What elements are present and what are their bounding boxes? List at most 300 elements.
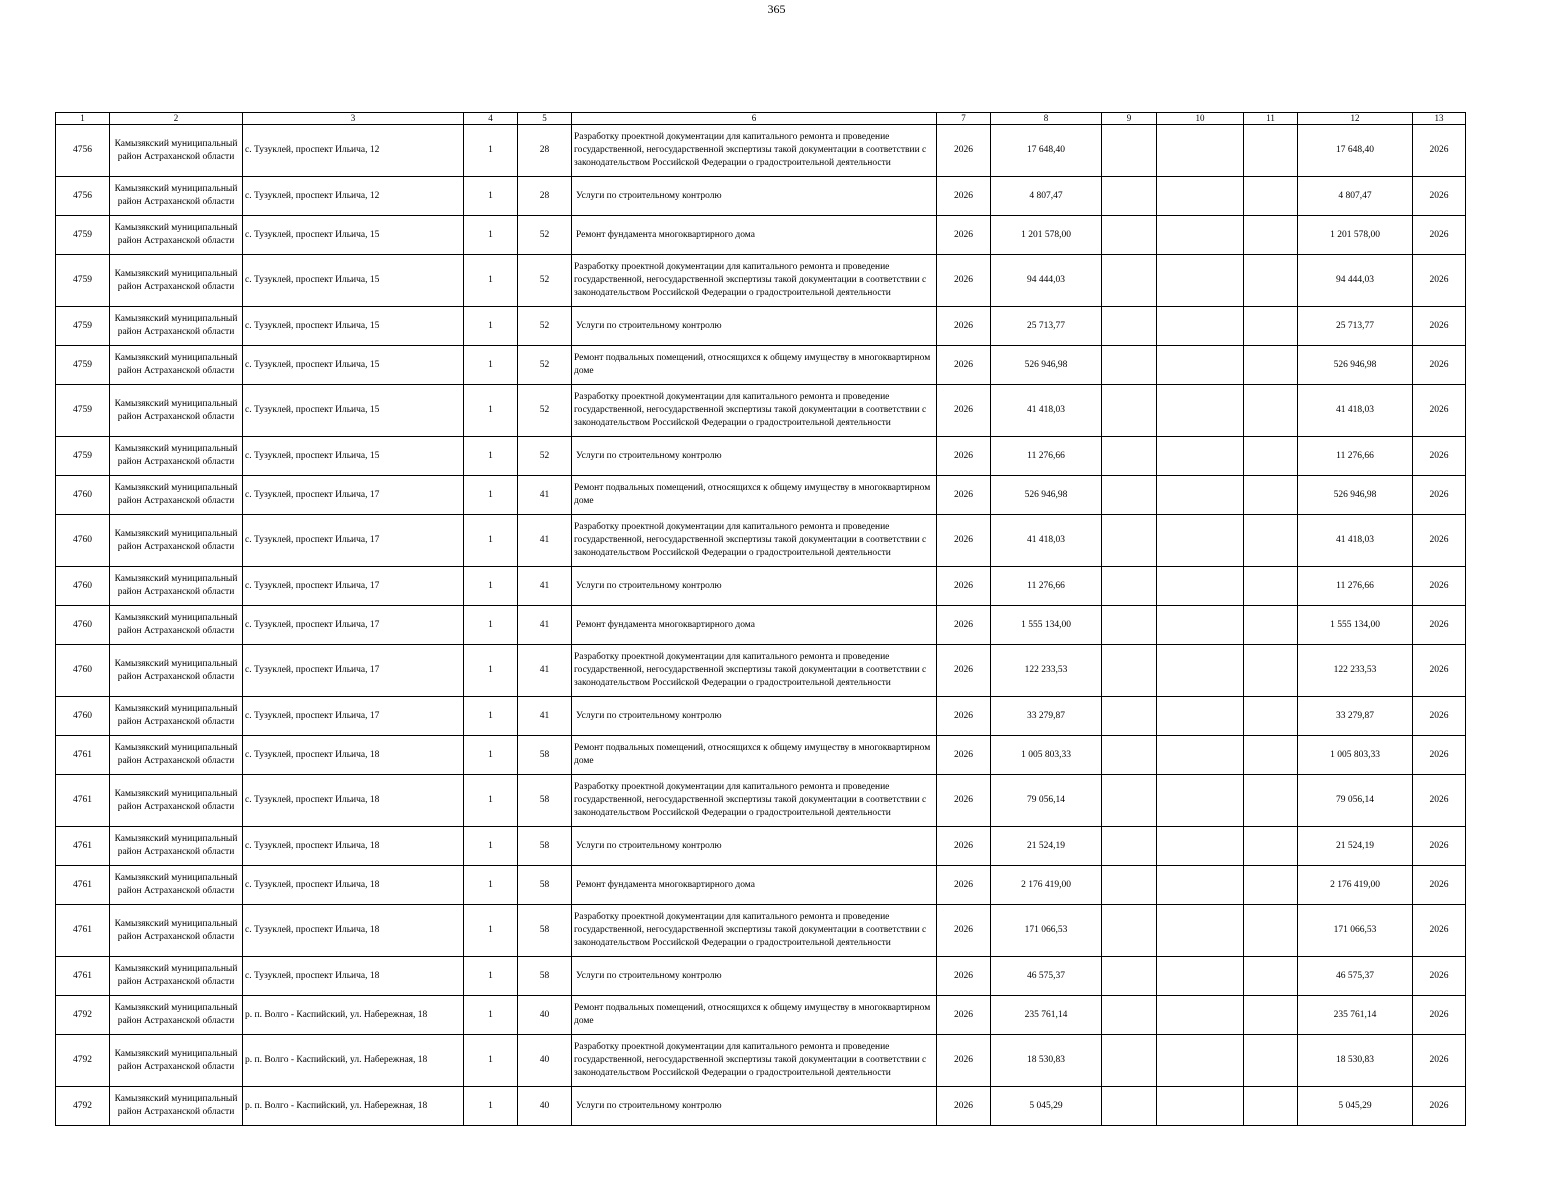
col11-cell <box>1244 775 1298 827</box>
col10-cell <box>1157 606 1244 645</box>
district-cell: Камызякский муниципальный район Астраханской области <box>110 385 243 437</box>
col9-cell <box>1102 216 1157 255</box>
col5-cell: 41 <box>518 645 572 697</box>
col4-cell: 1 <box>464 346 518 385</box>
object-id-cell: 4760 <box>56 697 110 736</box>
col11-cell <box>1244 905 1298 957</box>
col4-cell: 1 <box>464 1035 518 1087</box>
completion-year-cell: 2026 <box>1413 346 1466 385</box>
cost-cell: 25 713,77 <box>991 307 1102 346</box>
col9-cell <box>1102 736 1157 775</box>
address-cell: с. Тузуклей, проспект Ильича, 18 <box>243 736 464 775</box>
col5-cell: 40 <box>518 1087 572 1126</box>
address-cell: с. Тузуклей, проспект Ильича, 17 <box>243 645 464 697</box>
cost-cell: 2 176 419,00 <box>991 866 1102 905</box>
object-id-cell: 4761 <box>56 775 110 827</box>
work-type-cell: Ремонт подвальных помещений, относящихся к общему имуществу в многоквартирном доме <box>572 736 937 775</box>
year-cell: 2026 <box>937 125 991 177</box>
object-id-cell: 4761 <box>56 736 110 775</box>
cost-cell: 18 530,83 <box>991 1035 1102 1087</box>
object-id-cell: 4792 <box>56 996 110 1035</box>
total-cost-cell: 33 279,87 <box>1298 697 1413 736</box>
address-cell: с. Тузуклей, проспект Ильича, 15 <box>243 307 464 346</box>
district-cell: Камызякский муниципальный район Астраханской области <box>110 125 243 177</box>
col5-cell: 58 <box>518 736 572 775</box>
total-cost-cell: 171 066,53 <box>1298 905 1413 957</box>
cost-cell: 17 648,40 <box>991 125 1102 177</box>
total-cost-cell: 526 946,98 <box>1298 476 1413 515</box>
address-cell: с. Тузуклей, проспект Ильича, 18 <box>243 957 464 996</box>
completion-year-cell: 2026 <box>1413 437 1466 476</box>
col10-cell <box>1157 996 1244 1035</box>
column-header-11: 11 <box>1244 113 1298 125</box>
table-row <box>56 736 1466 775</box>
district-cell: Камызякский муниципальный район Астраханской области <box>110 957 243 996</box>
col10-cell <box>1157 476 1244 515</box>
table-row <box>56 905 1466 957</box>
table-row <box>56 476 1466 515</box>
object-id-cell: 4792 <box>56 1035 110 1087</box>
completion-year-cell: 2026 <box>1413 905 1466 957</box>
year-cell: 2026 <box>937 905 991 957</box>
col5-cell: 58 <box>518 775 572 827</box>
work-type-cell: Услуги по строительному контролю <box>572 437 937 476</box>
total-cost-cell: 1 555 134,00 <box>1298 606 1413 645</box>
work-type-cell: Услуги по строительному контролю <box>572 1087 937 1126</box>
col10-cell <box>1157 515 1244 567</box>
work-type-cell: Разработку проектной документации для капитального ремонта и проведение государственной, негосударственной экспертизы такой документации в соответствии с законодательством Российской Федерации о градостроительной деятельности <box>572 1035 937 1087</box>
col4-cell: 1 <box>464 645 518 697</box>
total-cost-cell: 18 530,83 <box>1298 1035 1413 1087</box>
col4-cell: 1 <box>464 736 518 775</box>
col4-cell: 1 <box>464 476 518 515</box>
cost-cell: 1 555 134,00 <box>991 606 1102 645</box>
table-row <box>56 775 1466 827</box>
table-row <box>56 385 1466 437</box>
col10-cell <box>1157 385 1244 437</box>
col4-cell: 1 <box>464 866 518 905</box>
work-type-cell: Ремонт фундамента многоквартирного дома <box>572 866 937 905</box>
year-cell: 2026 <box>937 437 991 476</box>
object-id-cell: 4760 <box>56 515 110 567</box>
total-cost-cell: 526 946,98 <box>1298 346 1413 385</box>
completion-year-cell: 2026 <box>1413 177 1466 216</box>
col4-cell: 1 <box>464 905 518 957</box>
total-cost-cell: 17 648,40 <box>1298 125 1413 177</box>
table-row <box>56 866 1466 905</box>
completion-year-cell: 2026 <box>1413 125 1466 177</box>
col5-cell: 41 <box>518 476 572 515</box>
col10-cell <box>1157 827 1244 866</box>
address-cell: с. Тузуклей, проспект Ильича, 18 <box>243 905 464 957</box>
object-id-cell: 4760 <box>56 645 110 697</box>
district-cell: Камызякский муниципальный район Астраханской области <box>110 905 243 957</box>
col11-cell <box>1244 216 1298 255</box>
col9-cell <box>1102 697 1157 736</box>
address-cell: с. Тузуклей, проспект Ильича, 18 <box>243 827 464 866</box>
total-cost-cell: 5 045,29 <box>1298 1087 1413 1126</box>
col9-cell <box>1102 255 1157 307</box>
work-type-cell: Ремонт фундамента многоквартирного дома <box>572 606 937 645</box>
col5-cell: 52 <box>518 346 572 385</box>
col11-cell <box>1244 827 1298 866</box>
total-cost-cell: 21 524,19 <box>1298 827 1413 866</box>
year-cell: 2026 <box>937 515 991 567</box>
col11-cell <box>1244 255 1298 307</box>
district-cell: Камызякский муниципальный район Астраханской области <box>110 606 243 645</box>
object-id-cell: 4761 <box>56 905 110 957</box>
col4-cell: 1 <box>464 697 518 736</box>
work-type-cell: Услуги по строительному контролю <box>572 957 937 996</box>
col9-cell <box>1102 775 1157 827</box>
col9-cell <box>1102 606 1157 645</box>
object-id-cell: 4792 <box>56 1087 110 1126</box>
total-cost-cell: 46 575,37 <box>1298 957 1413 996</box>
work-type-cell: Услуги по строительному контролю <box>572 307 937 346</box>
object-id-cell: 4759 <box>56 437 110 476</box>
work-type-cell: Разработку проектной документации для капитального ремонта и проведение государственной, негосударственной экспертизы такой документации в соответствии с законодательством Российской Федерации о градостроительной деятельности <box>572 125 937 177</box>
table-row <box>56 177 1466 216</box>
work-type-cell: Разработку проектной документации для капитального ремонта и проведение государственной, негосударственной экспертизы такой документации в соответствии с законодательством Российской Федерации о градостроительной деятельности <box>572 385 937 437</box>
col5-cell: 52 <box>518 307 572 346</box>
work-type-cell: Разработку проектной документации для капитального ремонта и проведение государственной, негосударственной экспертизы такой документации в соответствии с законодательством Российской Федерации о градостроительной деятельности <box>572 775 937 827</box>
col5-cell: 41 <box>518 567 572 606</box>
col11-cell <box>1244 476 1298 515</box>
address-cell: с. Тузуклей, проспект Ильича, 18 <box>243 866 464 905</box>
col10-cell <box>1157 905 1244 957</box>
col10-cell <box>1157 177 1244 216</box>
page-number: 365 <box>767 2 786 16</box>
table-row <box>56 1035 1466 1087</box>
table-row <box>56 125 1466 177</box>
district-cell: Камызякский муниципальный район Астраханской области <box>110 476 243 515</box>
col5-cell: 28 <box>518 125 572 177</box>
col5-cell: 41 <box>518 606 572 645</box>
year-cell: 2026 <box>937 1035 991 1087</box>
col10-cell <box>1157 216 1244 255</box>
object-id-cell: 4759 <box>56 307 110 346</box>
table-body <box>56 125 1466 1126</box>
col11-cell <box>1244 515 1298 567</box>
cost-cell: 5 045,29 <box>991 1087 1102 1126</box>
col4-cell: 1 <box>464 606 518 645</box>
col9-cell <box>1102 307 1157 346</box>
district-cell: Камызякский муниципальный район Астраханской области <box>110 645 243 697</box>
district-cell: Камызякский муниципальный район Астраханской области <box>110 827 243 866</box>
col9-cell <box>1102 1087 1157 1126</box>
year-cell: 2026 <box>937 346 991 385</box>
col11-cell <box>1244 1035 1298 1087</box>
col11-cell <box>1244 385 1298 437</box>
work-type-cell: Ремонт фундамента многоквартирного дома <box>572 216 937 255</box>
address-cell: р. п. Волго - Каспийский, ул. Набережная, 18 <box>243 1035 464 1087</box>
cost-cell: 94 444,03 <box>991 255 1102 307</box>
year-cell: 2026 <box>937 957 991 996</box>
table-row <box>56 606 1466 645</box>
completion-year-cell: 2026 <box>1413 515 1466 567</box>
completion-year-cell: 2026 <box>1413 697 1466 736</box>
address-cell: с. Тузуклей, проспект Ильича, 15 <box>243 385 464 437</box>
completion-year-cell: 2026 <box>1413 307 1466 346</box>
column-header-9: 9 <box>1102 113 1157 125</box>
completion-year-cell: 2026 <box>1413 216 1466 255</box>
year-cell: 2026 <box>937 216 991 255</box>
address-cell: с. Тузуклей, проспект Ильича, 12 <box>243 125 464 177</box>
address-cell: р. п. Волго - Каспийский, ул. Набережная, 18 <box>243 1087 464 1126</box>
address-cell: с. Тузуклей, проспект Ильича, 15 <box>243 437 464 476</box>
table-row <box>56 996 1466 1035</box>
col5-cell: 58 <box>518 957 572 996</box>
object-id-cell: 4756 <box>56 177 110 216</box>
col9-cell <box>1102 515 1157 567</box>
col10-cell <box>1157 697 1244 736</box>
object-id-cell: 4759 <box>56 346 110 385</box>
cost-cell: 526 946,98 <box>991 346 1102 385</box>
district-cell: Камызякский муниципальный район Астраханской области <box>110 775 243 827</box>
year-cell: 2026 <box>937 567 991 606</box>
total-cost-cell: 25 713,77 <box>1298 307 1413 346</box>
district-cell: Камызякский муниципальный район Астраханской области <box>110 1035 243 1087</box>
col9-cell <box>1102 866 1157 905</box>
col5-cell: 58 <box>518 866 572 905</box>
col4-cell: 1 <box>464 567 518 606</box>
completion-year-cell: 2026 <box>1413 476 1466 515</box>
object-id-cell: 4761 <box>56 866 110 905</box>
col5-cell: 40 <box>518 1035 572 1087</box>
address-cell: с. Тузуклей, проспект Ильича, 17 <box>243 476 464 515</box>
col5-cell: 28 <box>518 177 572 216</box>
total-cost-cell: 41 418,03 <box>1298 385 1413 437</box>
cost-cell: 46 575,37 <box>991 957 1102 996</box>
col5-cell: 41 <box>518 697 572 736</box>
col10-cell <box>1157 957 1244 996</box>
object-id-cell: 4759 <box>56 255 110 307</box>
object-id-cell: 4760 <box>56 606 110 645</box>
address-cell: с. Тузуклей, проспект Ильича, 15 <box>243 216 464 255</box>
total-cost-cell: 1 005 803,33 <box>1298 736 1413 775</box>
completion-year-cell: 2026 <box>1413 567 1466 606</box>
col9-cell <box>1102 567 1157 606</box>
completion-year-cell: 2026 <box>1413 1035 1466 1087</box>
district-cell: Камызякский муниципальный район Астраханской области <box>110 567 243 606</box>
table-row <box>56 307 1466 346</box>
year-cell: 2026 <box>937 645 991 697</box>
year-cell: 2026 <box>937 255 991 307</box>
cost-cell: 1 201 578,00 <box>991 216 1102 255</box>
table-row <box>56 645 1466 697</box>
work-type-cell: Ремонт подвальных помещений, относящихся к общему имуществу в многоквартирном доме <box>572 346 937 385</box>
work-type-cell: Разработку проектной документации для капитального ремонта и проведение государственной, негосударственной экспертизы такой документации в соответствии с законодательством Российской Федерации о градостроительной деятельности <box>572 515 937 567</box>
cost-cell: 11 276,66 <box>991 437 1102 476</box>
col9-cell <box>1102 177 1157 216</box>
column-header-6: 6 <box>572 113 937 125</box>
district-cell: Камызякский муниципальный район Астраханской области <box>110 255 243 307</box>
district-cell: Камызякский муниципальный район Астраханской области <box>110 437 243 476</box>
col11-cell <box>1244 125 1298 177</box>
col9-cell <box>1102 476 1157 515</box>
total-cost-cell: 122 233,53 <box>1298 645 1413 697</box>
col11-cell <box>1244 437 1298 476</box>
column-header-4: 4 <box>464 113 518 125</box>
col4-cell: 1 <box>464 775 518 827</box>
total-cost-cell: 2 176 419,00 <box>1298 866 1413 905</box>
col11-cell <box>1244 697 1298 736</box>
district-cell: Камызякский муниципальный район Астраханской области <box>110 346 243 385</box>
col10-cell <box>1157 255 1244 307</box>
col5-cell: 41 <box>518 515 572 567</box>
district-cell: Камызякский муниципальный район Астраханской области <box>110 515 243 567</box>
col4-cell: 1 <box>464 437 518 476</box>
col10-cell <box>1157 1035 1244 1087</box>
col9-cell <box>1102 1035 1157 1087</box>
address-cell: с. Тузуклей, проспект Ильича, 17 <box>243 697 464 736</box>
year-cell: 2026 <box>937 177 991 216</box>
col4-cell: 1 <box>464 957 518 996</box>
object-id-cell: 4760 <box>56 476 110 515</box>
col9-cell <box>1102 385 1157 437</box>
col5-cell: 40 <box>518 996 572 1035</box>
column-header-10: 10 <box>1157 113 1244 125</box>
col11-cell <box>1244 1087 1298 1126</box>
year-cell: 2026 <box>937 866 991 905</box>
col11-cell <box>1244 606 1298 645</box>
col10-cell <box>1157 866 1244 905</box>
col9-cell <box>1102 437 1157 476</box>
year-cell: 2026 <box>937 697 991 736</box>
col4-cell: 1 <box>464 996 518 1035</box>
year-cell: 2026 <box>937 606 991 645</box>
completion-year-cell: 2026 <box>1413 996 1466 1035</box>
address-cell: р. п. Волго - Каспийский, ул. Набережная, 18 <box>243 996 464 1035</box>
year-cell: 2026 <box>937 827 991 866</box>
col4-cell: 1 <box>464 385 518 437</box>
total-cost-cell: 4 807,47 <box>1298 177 1413 216</box>
cost-cell: 21 524,19 <box>991 827 1102 866</box>
col9-cell <box>1102 827 1157 866</box>
cost-cell: 33 279,87 <box>991 697 1102 736</box>
column-header-12: 12 <box>1298 113 1413 125</box>
cost-cell: 1 005 803,33 <box>991 736 1102 775</box>
cost-cell: 11 276,66 <box>991 567 1102 606</box>
col11-cell <box>1244 957 1298 996</box>
work-type-cell: Разработку проектной документации для капитального ремонта и проведение государственной, негосударственной экспертизы такой документации в соответствии с законодательством Российской Федерации о градостроительной деятельности <box>572 905 937 957</box>
column-header-1: 1 <box>56 113 110 125</box>
column-number-row <box>56 113 1466 125</box>
col10-cell <box>1157 307 1244 346</box>
col5-cell: 52 <box>518 216 572 255</box>
total-cost-cell: 11 276,66 <box>1298 567 1413 606</box>
col4-cell: 1 <box>464 216 518 255</box>
address-cell: с. Тузуклей, проспект Ильича, 17 <box>243 606 464 645</box>
table-row <box>56 216 1466 255</box>
work-type-cell: Услуги по строительному контролю <box>572 567 937 606</box>
col5-cell: 58 <box>518 827 572 866</box>
col11-cell <box>1244 645 1298 697</box>
col4-cell: 1 <box>464 1087 518 1126</box>
completion-year-cell: 2026 <box>1413 736 1466 775</box>
col10-cell <box>1157 1087 1244 1126</box>
col11-cell <box>1244 307 1298 346</box>
district-cell: Камызякский муниципальный район Астраханской области <box>110 216 243 255</box>
district-cell: Камызякский муниципальный район Астраханской области <box>110 866 243 905</box>
col9-cell <box>1102 645 1157 697</box>
col9-cell <box>1102 996 1157 1035</box>
column-header-13: 13 <box>1413 113 1466 125</box>
completion-year-cell: 2026 <box>1413 1087 1466 1126</box>
table-row <box>56 437 1466 476</box>
column-header-5: 5 <box>518 113 572 125</box>
column-header-7: 7 <box>937 113 991 125</box>
col4-cell: 1 <box>464 827 518 866</box>
work-type-cell: Услуги по строительному контролю <box>572 827 937 866</box>
completion-year-cell: 2026 <box>1413 866 1466 905</box>
column-header-8: 8 <box>991 113 1102 125</box>
year-cell: 2026 <box>937 775 991 827</box>
cost-cell: 122 233,53 <box>991 645 1102 697</box>
completion-year-cell: 2026 <box>1413 606 1466 645</box>
total-cost-cell: 11 276,66 <box>1298 437 1413 476</box>
address-cell: с. Тузуклей, проспект Ильича, 15 <box>243 346 464 385</box>
total-cost-cell: 79 056,14 <box>1298 775 1413 827</box>
col9-cell <box>1102 957 1157 996</box>
address-cell: с. Тузуклей, проспект Ильича, 18 <box>243 775 464 827</box>
work-type-cell: Ремонт подвальных помещений, относящихся к общему имуществу в многоквартирном доме <box>572 476 937 515</box>
year-cell: 2026 <box>937 307 991 346</box>
work-type-cell: Разработку проектной документации для капитального ремонта и проведение государственной, негосударственной экспертизы такой документации в соответствии с законодательством Российской Федерации о градостроительной деятельности <box>572 645 937 697</box>
district-cell: Камызякский муниципальный район Астраханской области <box>110 697 243 736</box>
col10-cell <box>1157 736 1244 775</box>
cost-cell: 235 761,14 <box>991 996 1102 1035</box>
cost-cell: 79 056,14 <box>991 775 1102 827</box>
cost-cell: 526 946,98 <box>991 476 1102 515</box>
col4-cell: 1 <box>464 307 518 346</box>
cost-cell: 41 418,03 <box>991 385 1102 437</box>
col11-cell <box>1244 866 1298 905</box>
table-row <box>56 515 1466 567</box>
completion-year-cell: 2026 <box>1413 645 1466 697</box>
col10-cell <box>1157 125 1244 177</box>
completion-year-cell: 2026 <box>1413 957 1466 996</box>
cost-cell: 4 807,47 <box>991 177 1102 216</box>
year-cell: 2026 <box>937 476 991 515</box>
address-cell: с. Тузуклей, проспект Ильича, 12 <box>243 177 464 216</box>
col9-cell <box>1102 346 1157 385</box>
total-cost-cell: 94 444,03 <box>1298 255 1413 307</box>
table-row <box>56 827 1466 866</box>
completion-year-cell: 2026 <box>1413 255 1466 307</box>
col11-cell <box>1244 567 1298 606</box>
object-id-cell: 4761 <box>56 957 110 996</box>
total-cost-cell: 41 418,03 <box>1298 515 1413 567</box>
col10-cell <box>1157 645 1244 697</box>
work-type-cell: Услуги по строительному контролю <box>572 177 937 216</box>
col9-cell <box>1102 905 1157 957</box>
completion-year-cell: 2026 <box>1413 385 1466 437</box>
table-row <box>56 567 1466 606</box>
object-id-cell: 4761 <box>56 827 110 866</box>
col11-cell <box>1244 346 1298 385</box>
district-cell: Камызякский муниципальный район Астраханской области <box>110 736 243 775</box>
year-cell: 2026 <box>937 385 991 437</box>
address-cell: с. Тузуклей, проспект Ильича, 15 <box>243 255 464 307</box>
object-id-cell: 4759 <box>56 385 110 437</box>
col10-cell <box>1157 775 1244 827</box>
col4-cell: 1 <box>464 125 518 177</box>
table-row <box>56 346 1466 385</box>
repair-register-table <box>55 112 1466 1126</box>
district-cell: Камызякский муниципальный район Астраханской области <box>110 177 243 216</box>
district-cell: Камызякский муниципальный район Астраханской области <box>110 1087 243 1126</box>
